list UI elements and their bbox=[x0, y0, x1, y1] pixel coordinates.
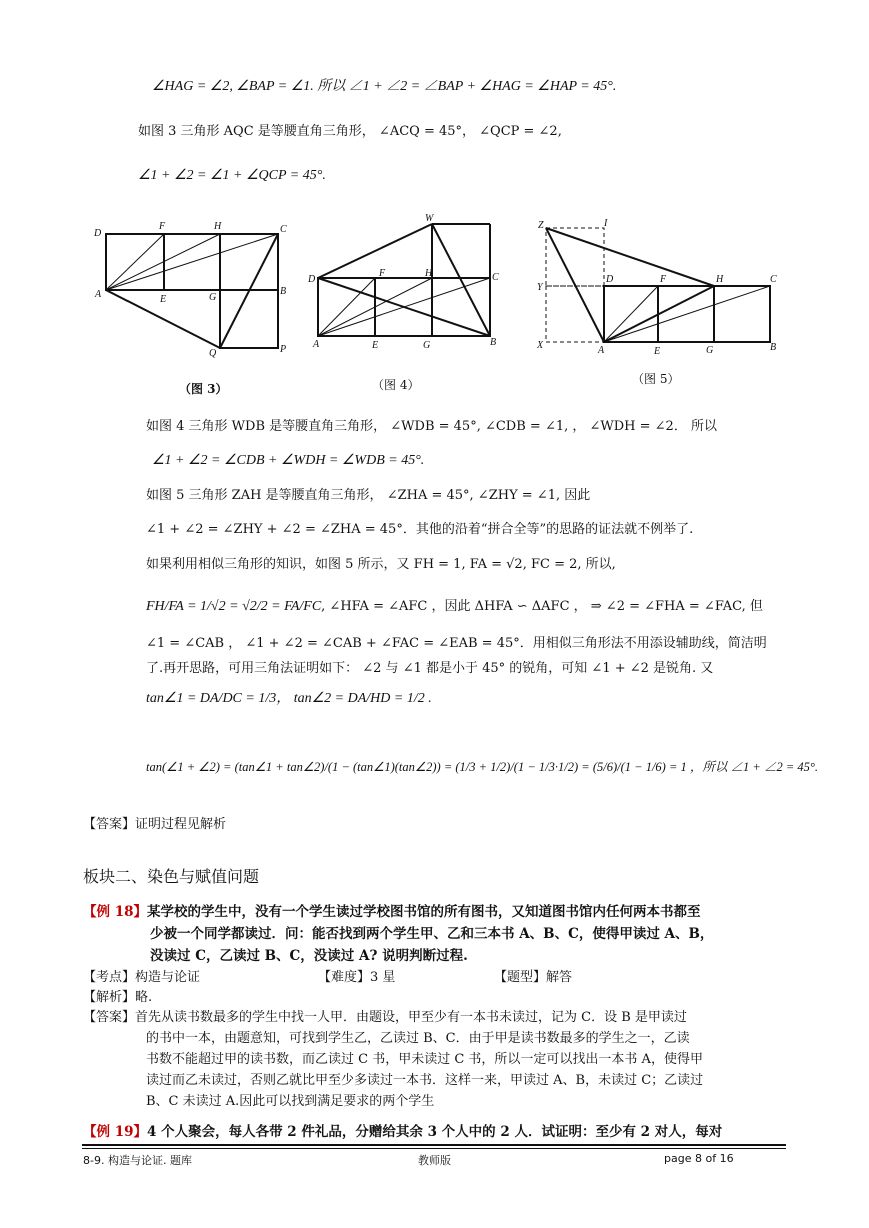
figure-3-caption: （图 3） bbox=[179, 382, 228, 396]
figure-4 bbox=[306, 210, 506, 355]
point-label-C: C bbox=[492, 272, 499, 283]
point-label-Q: Q bbox=[209, 348, 217, 359]
point-label-E: E bbox=[160, 294, 167, 305]
point-label-G: G bbox=[706, 345, 714, 356]
formula-line: tan(∠1 + ∠2) = (tan∠1 + tan∠2)/(1 − (tan∠1)(tan∠2)) = (1/3 + 1/2)/(1 − 1/3·1/2) = (5/6)/(1 − 1/6) = 1 ，所以 ∠1 + ∠2 = 45°. bbox=[146, 760, 819, 774]
text-segment: , ∠HFA = ∠AFC ，因此 ΔHFA ∽ ΔAFC ， ⇒ ∠2 = ∠FHA = ∠FAC, 但 bbox=[321, 599, 763, 614]
formula-line: tan∠1 = DA/DC = 1/3， tan∠2 = DA/HD = 1/2 . bbox=[146, 691, 432, 706]
answer-line: 读过而乙未读过，否则乙就比甲至少多读过一本书．这样一来，甲读过 A、B，未读过 C；乙读过 bbox=[146, 1073, 704, 1088]
example-18-line: 少被一个同学都读过．问：能否找到两个学生甲、乙和三本书 A、B、C，使得甲读过 A、B， bbox=[150, 926, 714, 942]
point-label-F: F bbox=[660, 274, 667, 285]
text-line: ∠1 + ∠2 = ∠1 + ∠QCP = 45°. bbox=[138, 168, 326, 183]
point-label-Y: Y bbox=[537, 282, 543, 293]
section-heading: 板块二、染色与赋值问题 bbox=[83, 867, 260, 886]
text-line: 如图 4 三角形 WDB 是等腰直角三角形， ∠WDB = 45°, ∠CDB = ∠1, ， ∠WDH = ∠2． 所以 bbox=[146, 419, 717, 434]
nandu-value: 3 星 bbox=[370, 970, 396, 985]
kaodian-tag: 【考点】 bbox=[83, 970, 136, 985]
point-label-E: E bbox=[372, 340, 379, 351]
point-label-A: A bbox=[95, 289, 102, 300]
jiexi-tag: 【解析】 bbox=[83, 990, 136, 1005]
ratio-equation: FH/FA = 1/√2 = √2/2 = FA/FC bbox=[146, 599, 322, 614]
meta-line bbox=[83, 969, 200, 987]
point-label-B: B bbox=[280, 286, 287, 297]
footer-center: 教师版 bbox=[418, 1154, 451, 1167]
answer-tag: 【答案】 bbox=[83, 817, 136, 832]
example-tag: 【例 18】 bbox=[83, 904, 147, 920]
point-label-D: D bbox=[606, 274, 614, 285]
figure-5-caption: （图 5） bbox=[632, 372, 680, 386]
answer-line: 的书中一本，由题意知，可找到学生乙，乙读过 B、C．由于甲是读书数最多的学生之一，乙读 bbox=[146, 1031, 690, 1046]
example-19-line bbox=[83, 1123, 722, 1141]
example-18-line bbox=[83, 903, 701, 921]
footer-rule bbox=[82, 1144, 786, 1146]
tixing-tag: 【题型】 bbox=[494, 970, 547, 985]
answer-line: B、C 未读过 A.因此可以找到满足要求的两个学生 bbox=[146, 1094, 435, 1109]
text-line: ∠1 + ∠2 = ∠ZHY + ∠2 = ∠ZHA = 45°．其他的沿着“拼合全等”的思路的证法就不例举了. bbox=[146, 522, 694, 537]
meta-line bbox=[318, 969, 395, 987]
answer-text: 证明过程见解析 bbox=[135, 817, 227, 832]
point-label-I: I bbox=[604, 218, 608, 229]
point-label-F: F bbox=[159, 221, 166, 232]
answer-tag: 【答案】 bbox=[83, 1010, 136, 1025]
footer-page-number: page 8 of 16 bbox=[664, 1152, 734, 1165]
point-label-A: A bbox=[598, 345, 605, 356]
point-label-H: H bbox=[716, 274, 724, 285]
point-label-G: G bbox=[423, 340, 431, 351]
meta-line bbox=[494, 969, 572, 987]
example-text: 某学校的学生中，没有一个学生读过学校图书馆的所有图书，又知道图书馆内任何两本书都至 bbox=[147, 904, 701, 920]
figure-5 bbox=[534, 216, 786, 356]
point-label-C: C bbox=[280, 224, 287, 235]
footer-left: 8-9. 构造与论证. 题库 bbox=[83, 1154, 192, 1167]
point-label-Z: Z bbox=[538, 220, 544, 231]
point-label-D: D bbox=[308, 274, 316, 285]
point-label-C: C bbox=[770, 274, 777, 285]
answer-line: 书数不能超过甲的读书数，而乙读过 C 书，甲未读过 C 书，所以一定可以找出一本书 A，使得甲 bbox=[146, 1052, 703, 1067]
point-label-B: B bbox=[770, 342, 777, 353]
answer-line bbox=[83, 816, 226, 834]
example-text: 4 个人聚会，每人各带 2 件礼品，分赠给其余 3 个人中的 2 人．试证明：至少有 2 对人，每对 bbox=[147, 1124, 723, 1140]
text-line: 如图 5 三角形 ZAH 是等腰直角三角形， ∠ZHA = 45°, ∠ZHY = ∠1, 因此 bbox=[146, 488, 591, 503]
nandu-tag: 【难度】 bbox=[318, 970, 371, 985]
point-label-E: E bbox=[654, 346, 661, 356]
text-line: ∠1 + ∠2 = ∠CDB + ∠WDH = ∠WDB = 45°. bbox=[152, 453, 425, 468]
formula-line bbox=[146, 598, 763, 616]
kaodian-value: 构造与论证 bbox=[135, 970, 201, 985]
point-label-P: P bbox=[280, 344, 287, 355]
text-line: ∠HAG = ∠2, ∠BAP = ∠1. 所以 ∠1 + ∠2 = ∠BAP + ∠HAG = ∠HAP = 45°. bbox=[152, 79, 617, 94]
jiexi-value: 略. bbox=[135, 990, 153, 1005]
point-label-H: H bbox=[214, 221, 222, 232]
text-line: 如图 3 三角形 AQC 是等腰直角三角形， ∠ACQ = 45°， ∠QCP = ∠2, bbox=[138, 124, 562, 139]
point-label-B: B bbox=[490, 337, 497, 348]
point-label-F: F bbox=[379, 268, 386, 279]
example-tag: 【例 19】 bbox=[83, 1124, 147, 1140]
point-label-D: D bbox=[94, 228, 102, 239]
answer-text: 首先从读书数最多的学生中找一人甲．由题设，甲至少有一本书未读过，记为 C．设 B 是甲读过 bbox=[135, 1010, 687, 1025]
text-line: 了.再开思路，可用三角法证明如下： ∠2 与 ∠1 都是小于 45° 的锐角，可知 ∠1 + ∠2 是锐角. 又 bbox=[146, 661, 714, 676]
footer-rule bbox=[82, 1148, 786, 1149]
text-line: ∠1 = ∠CAB ， ∠1 + ∠2 = ∠CAB + ∠FAC = ∠EAB = 45°．用相似三角形法不用添设辅助线，简洁明 bbox=[146, 636, 767, 651]
tixing-value: 解答 bbox=[546, 970, 573, 985]
point-label-A: A bbox=[313, 339, 320, 350]
meta-line bbox=[83, 989, 152, 1007]
text-line: 如果利用相似三角形的知识，如图 5 所示，又 FH = 1, FA = √2, FC = 2, 所以, bbox=[146, 557, 616, 572]
point-label-W: W bbox=[425, 213, 434, 224]
point-label-X: X bbox=[537, 340, 544, 351]
point-label-H: H bbox=[425, 268, 433, 279]
point-label-G: G bbox=[209, 292, 217, 303]
example-18-line: 没读过 C，乙读过 B、C，没读过 A? 说明判断过程. bbox=[150, 948, 468, 964]
figure-4-caption: （图 4） bbox=[372, 378, 420, 392]
figure-3 bbox=[92, 218, 297, 363]
answer-line bbox=[83, 1009, 687, 1027]
